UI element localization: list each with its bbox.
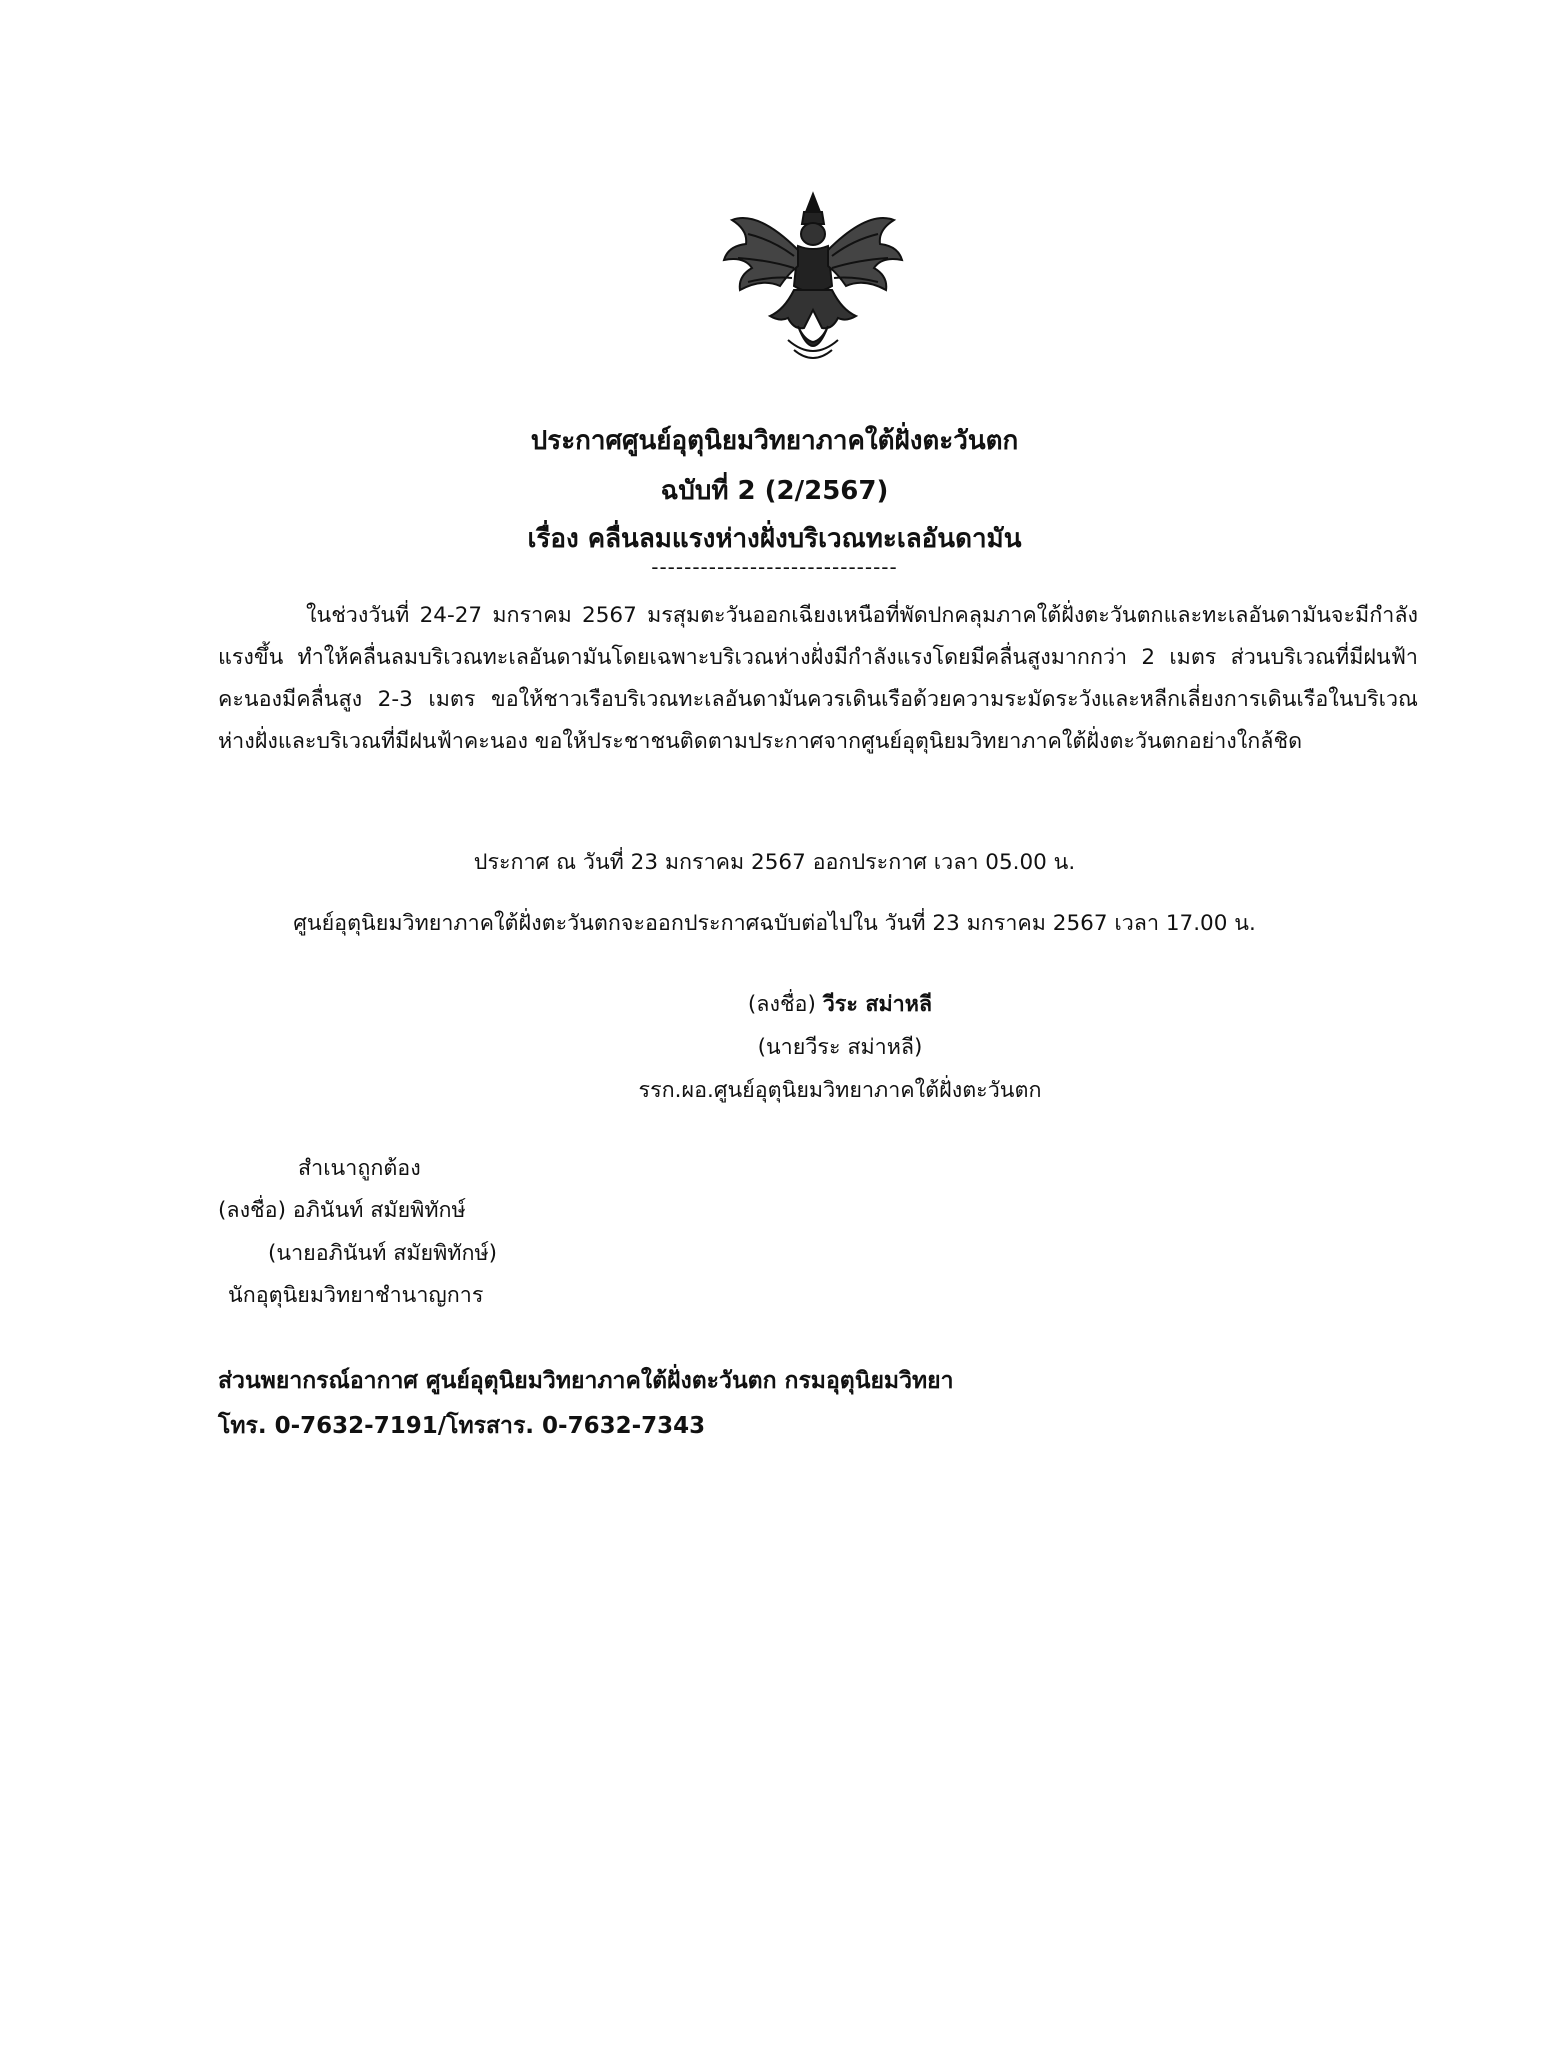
footer-contact: โทร. 0-7632-7191/โทรสาร. 0-7632-7343 [218,1413,706,1439]
announcement-date-line: ประกาศ ณ วันที่ 23 มกราคม 2567 ออกประกาศ เวลา 05.00 น. [473,850,1076,875]
signature-prefix: (ลงชื่อ) [747,992,816,1017]
announcement-issue: ฉบับที่ 2 (2/2567) [660,476,889,506]
announcement-title: ประกาศศูนย์อุตุนิยมวิทยาภาคใต้ฝั่งตะวันตก [530,426,1019,456]
announcement-subject: เรื่อง คลื่นลมแรงห่างฝั่งบริเวณทะเลอันดามัน [527,524,1022,554]
announcement-body [218,595,1418,763]
certified-copy-position: นักอุตุนิยมวิทยาชำนาญการ [228,1283,484,1308]
next-issue-line: ศูนย์อุตุนิยมวิทยาภาคใต้ฝั่งตะวันตกจะออกประกาศฉบับต่อไปใน วันที่ 23 มกราคม 2567 เวลา 17.00 น. [293,911,1256,936]
garuda-emblem-icon [718,190,908,366]
footer-office: ส่วนพยากรณ์อากาศ ศูนย์อุตุนิยมวิทยาภาคใต้ฝั่งตะวันตก กรมอุตุนิยมวิทยา [218,1368,954,1394]
signature-position: รรก.ผอ.ศูนย์อุตุนิยมวิทยาภาคใต้ฝั่งตะวันตก [638,1078,1042,1103]
certified-copy-name: (นายอภินันท์ สมัยพิทักษ์) [268,1241,498,1266]
announcement-body-text: ในช่วงวันที่ 24-27 มกราคม 2567 มรสุมตะวันออกเฉียงเหนือที่พัดปกคลุมภาคใต้ฝั่งตะวันตกและทะเลอันดามันจะมีกำลังแรงขึ้น ทำให้คลื่นลมบริเวณทะเลอันดามันโดยเฉพาะบริเวณห่างฝั่งมีกำลังแรงโดยมีคลื่นสูงมากกว่า 2 เมตร ส่วนบริเวณที่มีฝนฟ้าคะนองมีคลื่นสูง 2-3 เมตร ขอให้ชาวเรือบริเวณทะเลอันดามันควรเดินเรือด้วยความระมัดระวังและหลีกเลี่ยงการเดินเรือในบริเวณห่างฝั่งและบริเวณที่มีฝนฟ้าคะนอง ขอให้ประชาชนติดตามประกาศจากศูนย์อุตุนิยมวิทยาภาคใต้ฝั่งตะวันตกอย่างใกล้ชิด [218,603,1418,754]
signature-name-paren: (นายวีระ สม่าหลี) [757,1035,923,1060]
signature-name: วีระ สม่าหลี [822,992,933,1017]
certified-copy-label: สำเนาถูกต้อง [298,1156,421,1181]
signature-signed-line [580,987,1100,1021]
title-divider: ------------------------------ [651,555,898,579]
certified-copy-signed: (ลงชื่อ) อภินันท์ สมัยพิทักษ์ [218,1198,466,1223]
